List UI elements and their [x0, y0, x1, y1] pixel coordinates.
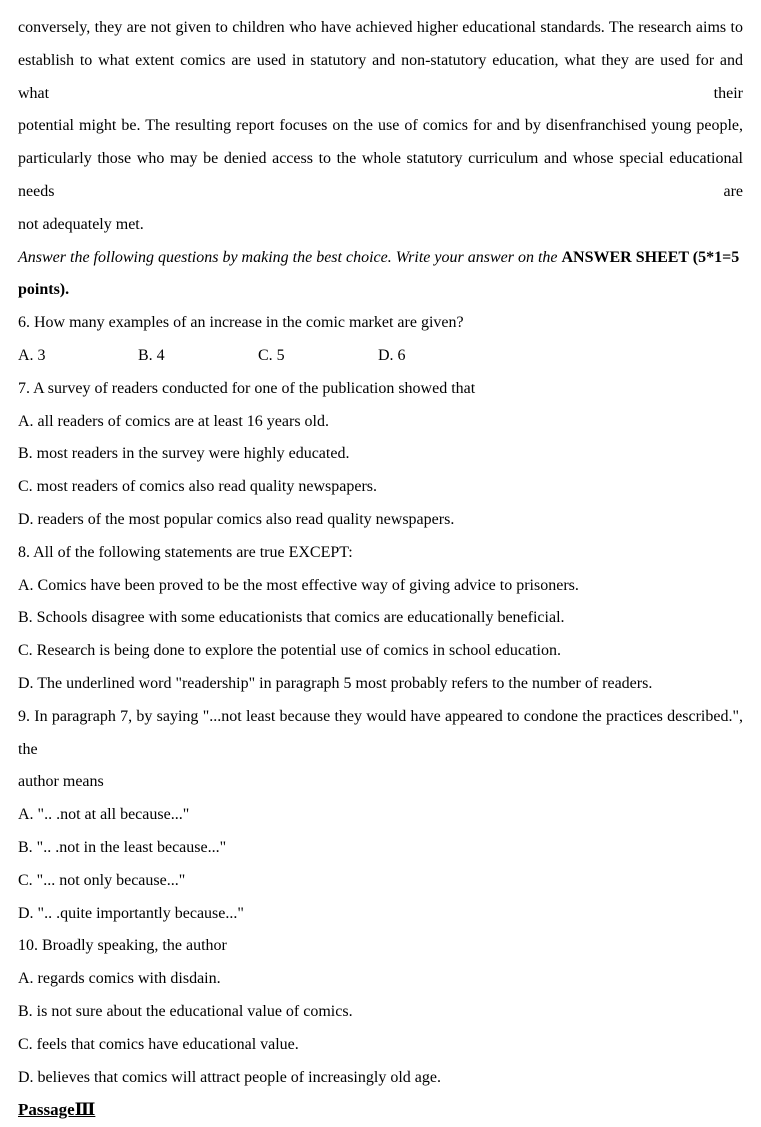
option-d: D. readers of the most popular comics also read quality newspapers.: [18, 510, 455, 528]
paragraph-line: conversely, they are not given to children who have achieved higher educational standards. The research aims to: [18, 19, 743, 36]
option-d: D. believes that comics will attract people of increasingly old age.: [18, 1068, 441, 1086]
option-b: B. ".. .not in the least because...": [18, 838, 227, 856]
passage-heading: PassageⅢ: [18, 1100, 96, 1120]
option-b: B. 4: [138, 346, 165, 364]
question-6: [18, 307, 743, 373]
option-c: C. 5: [258, 346, 285, 364]
paragraph-line: establish to what extent comics are used in statutory and non-statutory education, what they are used for and what their: [18, 51, 743, 102]
question-text-line: 9. In paragraph 7, by saying "...not least because they would have appeared to condone the practices described.", the: [18, 707, 743, 758]
option-c: C. "... not only because...": [18, 871, 186, 889]
question-text-line: author means: [18, 773, 104, 791]
question-7: [18, 373, 743, 537]
instruction-line: [18, 242, 743, 308]
question-10: [18, 930, 743, 1094]
question-text: 6. How many examples of an increase in the comic market are given?: [18, 314, 464, 332]
option-b: B. most readers in the survey were highly educated.: [18, 445, 350, 463]
paragraph-line: not adequately met.: [18, 215, 144, 233]
option-d: D. 6: [378, 346, 406, 364]
option-c: C. most readers of comics also read quality newspapers.: [18, 478, 378, 496]
intro-paragraph: [18, 12, 743, 242]
option-a: A. all readers of comics are at least 16 years old.: [18, 412, 329, 430]
option-a: A. ".. .not at all because...": [18, 806, 190, 824]
option-a: A. regards comics with disdain.: [18, 970, 221, 988]
question-8: [18, 537, 743, 701]
option-c: C. feels that comics have educational value.: [18, 1035, 299, 1053]
option-d: D. ".. .quite importantly because...": [18, 904, 244, 922]
option-b: B. is not sure about the educational value of comics.: [18, 1002, 353, 1020]
instruction-bold-text: ANSWER SHEET (5*1=5 points).: [18, 248, 740, 299]
question-text: 7. A survey of readers conducted for one of the publication showed that: [18, 379, 476, 397]
question-9: [18, 701, 743, 931]
question-text: 8. All of the following statements are true EXCEPT:: [18, 543, 353, 561]
option-c: C. Research is being done to explore the potential use of comics in school education.: [18, 642, 561, 660]
paragraph-line: particularly those who may be denied access to the whole statutory curriculum and whose special educational needs are: [18, 150, 743, 200]
question-text: 10. Broadly speaking, the author: [18, 937, 227, 955]
paragraph-line: potential might be. The resulting report focuses on the use of comics for and by disenfranchised young people,: [18, 117, 743, 135]
option-b: B. Schools disagree with some educationists that comics are educationally beneficial.: [18, 609, 565, 627]
option-a: A. 3: [18, 346, 46, 364]
option-a: A. Comics have been proved to be the most effective way of giving advice to prisoners.: [18, 576, 579, 594]
question-6-options: [18, 340, 743, 373]
option-d: D. The underlined word "readership" in paragraph 5 most probably refers to the number of readers.: [18, 674, 653, 692]
instruction-italic-text: Answer the following questions by making the best choice. Write your answer on the: [18, 248, 562, 266]
